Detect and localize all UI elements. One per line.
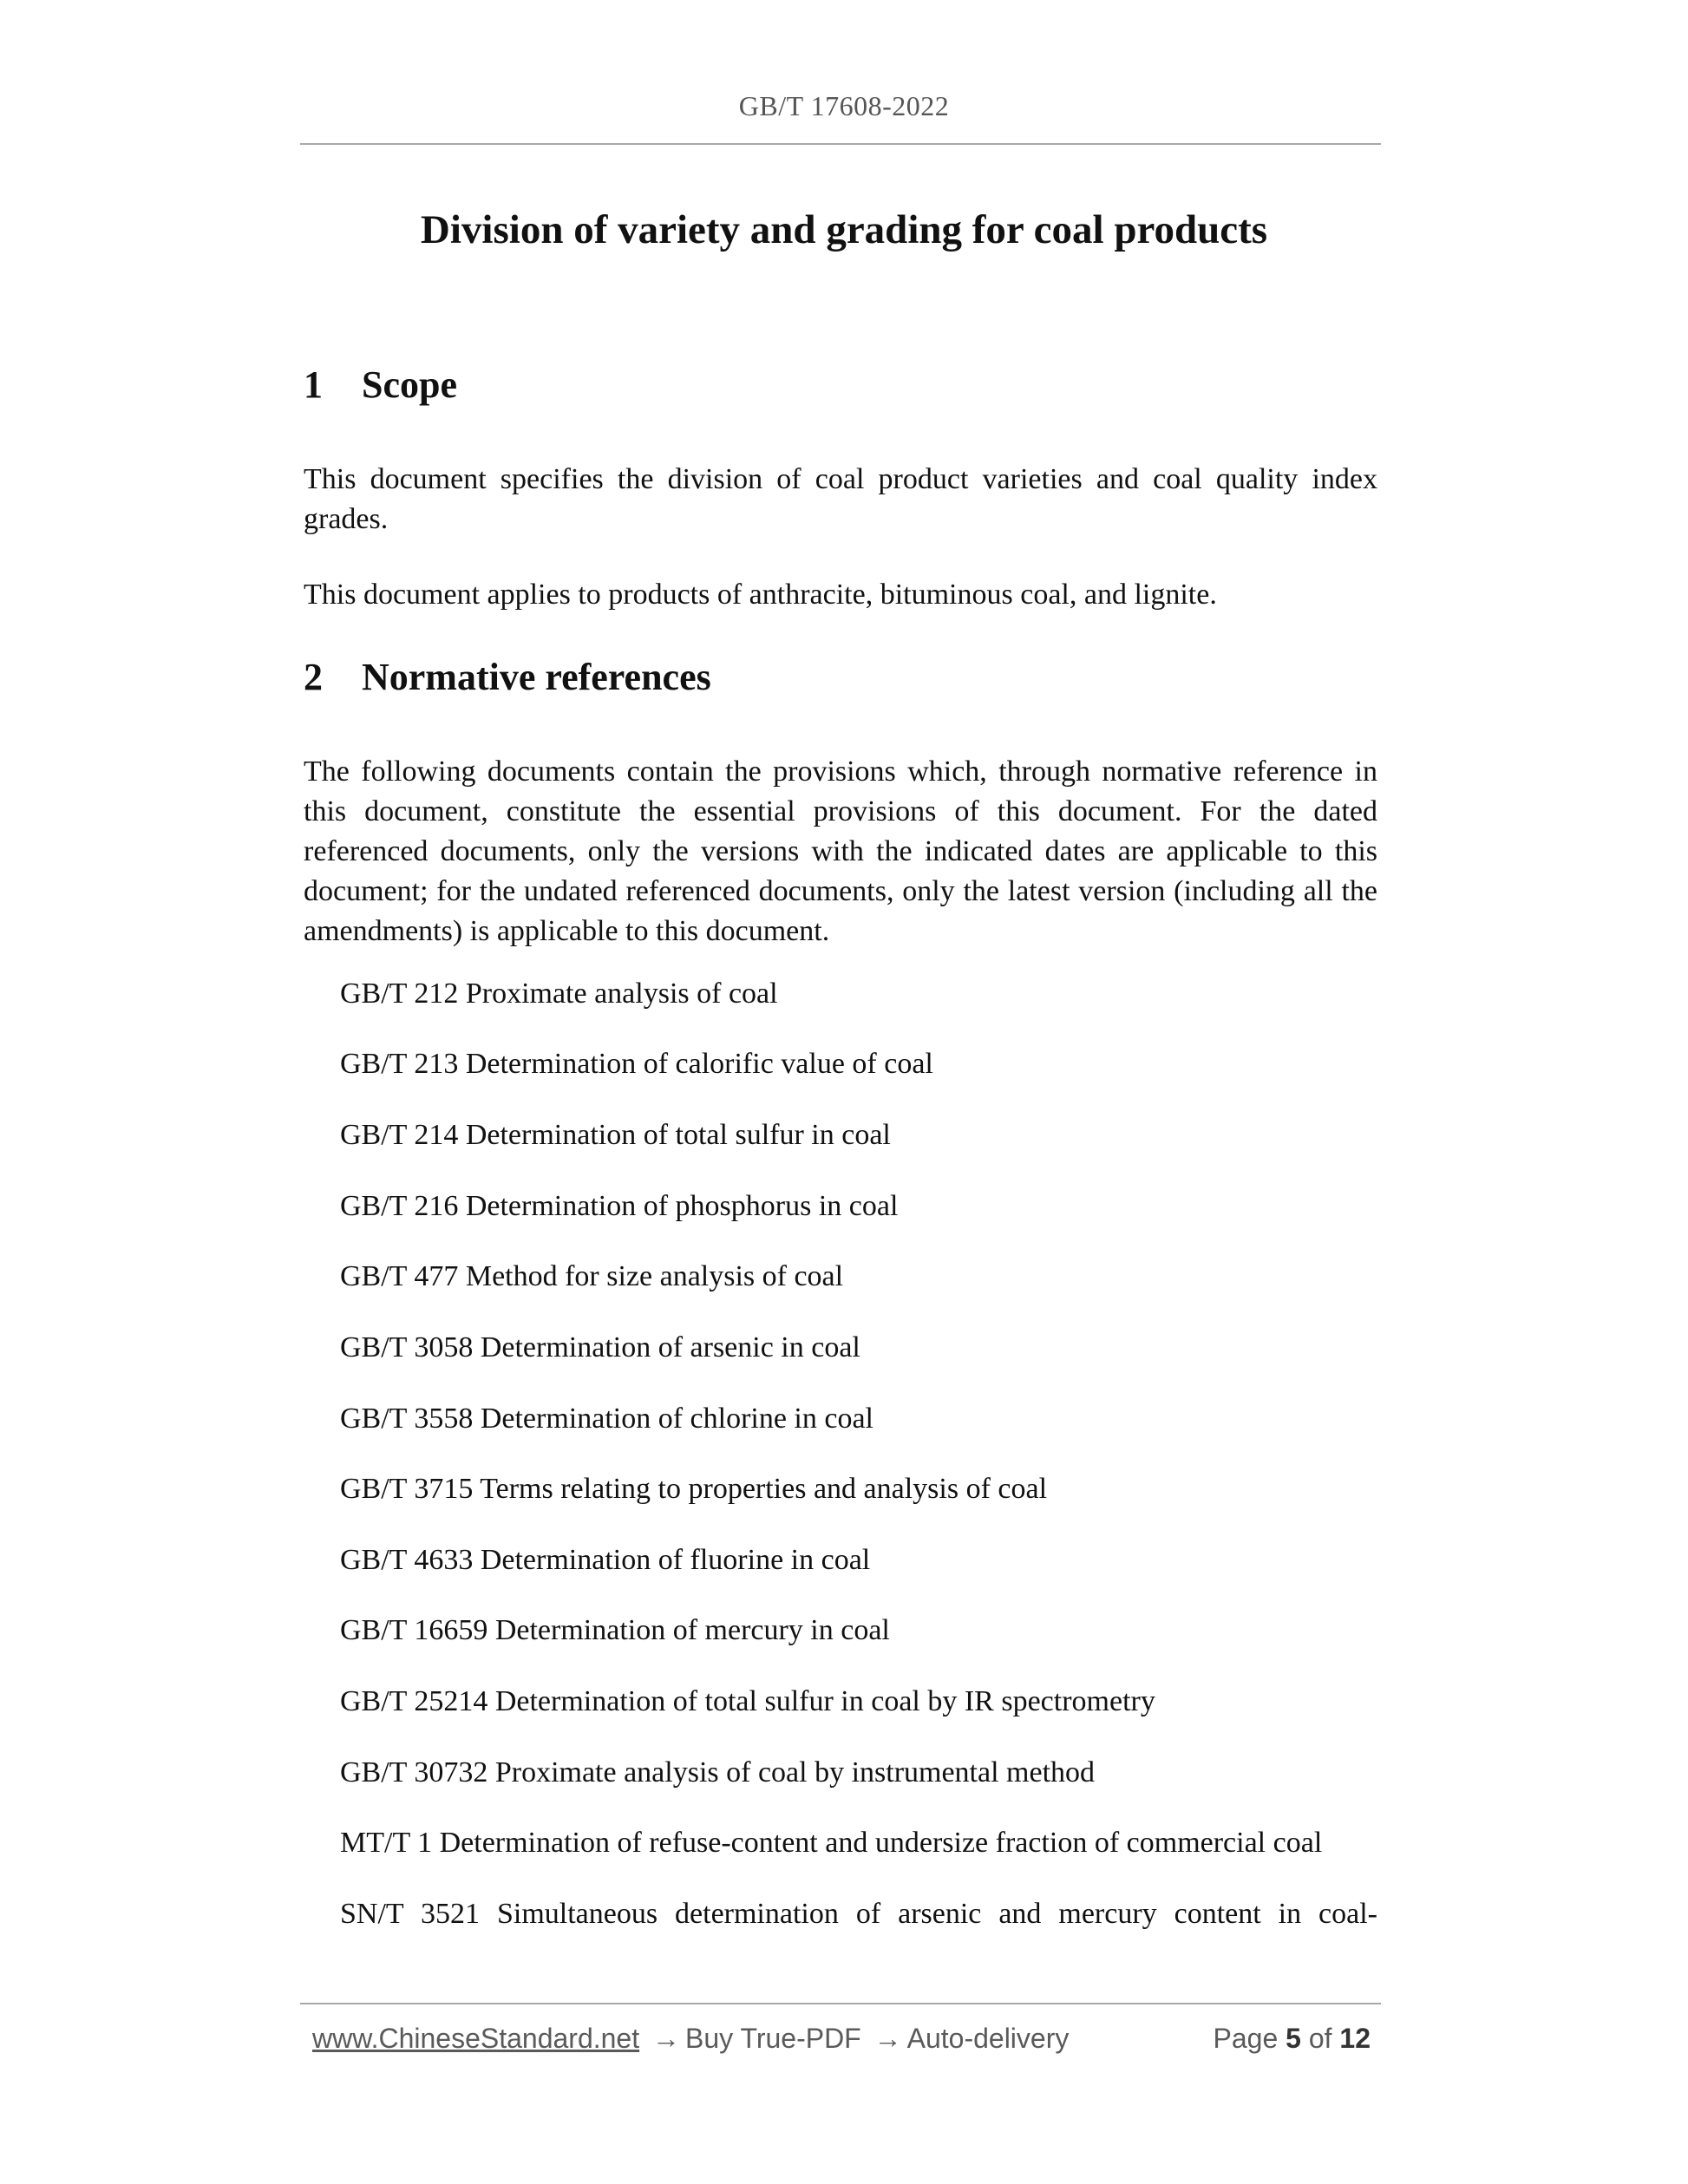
reference-item: GB/T 477 Method for size analysis of coal bbox=[340, 1260, 844, 1292]
reference-item: GB/T 213 Determination of calorific value of coal bbox=[340, 1048, 933, 1080]
page-indicator bbox=[1214, 2023, 1371, 2055]
scope-paragraph-1: This document specifies the division of coal product varieties and coal quality index grades. bbox=[304, 463, 1377, 535]
page-current: 5 bbox=[1286, 2023, 1301, 2054]
section-number: 2 bbox=[304, 656, 323, 698]
header-divider bbox=[300, 143, 1381, 145]
section-2-heading bbox=[304, 655, 711, 699]
auto-delivery-text: Auto-delivery bbox=[906, 2023, 1070, 2054]
reference-item: GB/T 25214 Determination of total sulfur in coal by IR spectrometry bbox=[340, 1685, 1155, 1717]
reference-item: MT/T 1 Determination of refuse-content and undersize fraction of commercial coal bbox=[340, 1827, 1323, 1859]
section-number: 1 bbox=[304, 363, 323, 406]
page-of-label: of bbox=[1308, 2023, 1332, 2054]
page-label: Page bbox=[1213, 2023, 1279, 2054]
reference-item: GB/T 30732 Proximate analysis of coal by instrumental method bbox=[340, 1756, 1096, 1788]
section-title: Normative references bbox=[362, 656, 711, 698]
reference-item: GB/T 216 Determination of phosphorus in coal bbox=[340, 1190, 899, 1222]
section-title: Scope bbox=[362, 363, 457, 406]
reference-item: GB/T 16659 Determination of mercury in coal bbox=[340, 1614, 890, 1646]
standard-code: GB/T 17608-2022 bbox=[738, 90, 950, 121]
reference-item: GB/T 3558 Determination of chlorine in coal bbox=[340, 1403, 874, 1435]
reference-item: GB/T 3715 Terms relating to properties and analysis of coal bbox=[340, 1473, 1048, 1505]
document-title: Division of variety and grading for coal products bbox=[420, 207, 1268, 252]
footer-promo bbox=[312, 2023, 1069, 2055]
arrow-right-icon: → bbox=[652, 2023, 680, 2054]
reference-item: GB/T 3058 Determination of arsenic in coal bbox=[340, 1331, 860, 1363]
normative-references-intro: The following documents contain the provisions which, through normative reference in this document, constitute the essential provisions of this document. For the dated referenced documents, only the versions with the indicated dates are applicable to this document; for the undated referenced documents, only the latest version (including all the amendments) is applicable to this document. bbox=[304, 755, 1377, 947]
buy-true-pdf-text: Buy True-PDF bbox=[685, 2023, 861, 2054]
reference-item: GB/T 214 Determination of total sulfur in coal bbox=[340, 1119, 891, 1151]
arrow-right-icon: → bbox=[873, 2023, 902, 2054]
page-total: 12 bbox=[1339, 2023, 1371, 2054]
footer-divider bbox=[300, 2003, 1381, 2004]
scope-paragraph-2: This document applies to products of anthracite, bituminous coal, and lignite. bbox=[304, 579, 1217, 611]
reference-item: GB/T 212 Proximate analysis of coal bbox=[340, 978, 778, 1010]
reference-item: SN/T 3521 Simultaneous determination of arsenic and mercury content in coal- bbox=[340, 1898, 1377, 1930]
page-footer bbox=[312, 2023, 1371, 2061]
section-1-heading bbox=[304, 363, 457, 407]
reference-item: GB/T 4633 Determination of fluorine in coal bbox=[340, 1544, 871, 1576]
site-link[interactable]: www.ChineseStandard.net bbox=[312, 2023, 640, 2054]
